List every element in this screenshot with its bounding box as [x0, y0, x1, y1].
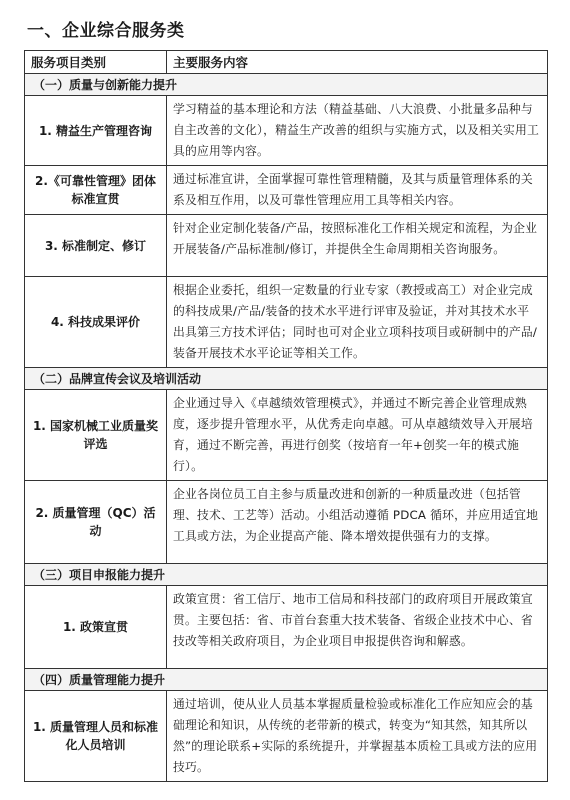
table-row — [25, 166, 548, 215]
section-row — [25, 564, 548, 586]
table-row — [25, 691, 548, 782]
service-content: 学习精益的基本理论和方法（精益基础、八大浪费、小批量多品种与自主改善的文化），精益生产改善的组织与实施方式，以及相关实用工具的应用等内容。 — [167, 96, 548, 166]
section-row — [25, 669, 548, 691]
service-table — [24, 50, 548, 782]
section-heading: （一）质量与创新能力提升 — [25, 74, 548, 96]
table-row — [25, 586, 548, 669]
section-heading: （三）项目申报能力提升 — [25, 564, 548, 586]
header-category: 服务项目类别 — [25, 51, 167, 74]
page-title: 一、企业综合服务类 — [27, 21, 185, 41]
table-row — [25, 277, 548, 368]
service-category: 1. 质量管理人员和标准化人员培训 — [25, 691, 167, 782]
service-content: 通过培训，使从业人员基本掌握质量检验或标准化工作应知应会的基础理论和知识，从传统的老带新的模式，转变为“知其然，知其所以然”的理论联系+实际的系统提升，并掌握基本质检工具或方法的应用技巧。 — [167, 691, 548, 782]
service-content: 企业通过导入《卓越绩效管理模式》，并通过不断完善企业管理成熟度，逐步提升管理水平，从优秀走向卓越。可从卓越绩效导入开展培育，通过不断完善，再进行创奖（按培育一年+创奖一年的模式施行）。 — [167, 390, 548, 481]
service-category: 4. 科技成果评价 — [25, 277, 167, 368]
service-content: 根据企业委托，组织一定数量的行业专家（教授或高工）对企业完成的科技成果/产品/装备的技术水平进行评审及验证，并对其技术水平出具第三方技术评估；同时也可对企业立项科技项目或研制中的产品/装备开展技术水平论证等相关工作。 — [167, 277, 548, 368]
service-category: 1. 国家机械工业质量奖评选 — [25, 390, 167, 481]
header-content: 主要服务内容 — [167, 51, 548, 74]
service-content: 政策宣贯：省工信厅、地市工信局和科技部门的政府项目开展政策宣贯。主要包括：省、市首台套重大技术装备、省级企业技术中心、省技改等相关政府项目，为企业项目申报提供咨询和解惑。 — [167, 586, 548, 669]
table-row — [25, 390, 548, 481]
section-heading: （四）质量管理能力提升 — [25, 669, 548, 691]
service-category: 3. 标准制定、修订 — [25, 215, 167, 277]
service-category: 1. 政策宣贯 — [25, 586, 167, 669]
table-row — [25, 215, 548, 277]
service-category: 2.《可靠性管理》团体标准宣贯 — [25, 166, 167, 215]
table-row — [25, 96, 548, 166]
service-content: 企业各岗位员工自主参与质量改进和创新的一种质量改进（包括管理、技术、工艺等）活动。小组活动遵循 PDCA 循环，并应用适宜地工具或方法，为企业提高产能、降本增效提供强有力的支撑。 — [167, 481, 548, 564]
service-content: 针对企业定制化装备/产品，按照标准化工作相关规定和流程，为企业开展装备/产品标准制/修订，并提供全生命周期相关咨询服务。 — [167, 215, 548, 277]
section-row — [25, 74, 548, 96]
service-category: 1. 精益生产管理咨询 — [25, 96, 167, 166]
service-category: 2. 质量管理（QC）活动 — [25, 481, 167, 564]
service-content: 通过标准宣讲，全面掌握可靠性管理精髓，及其与质量管理体系的关系及相互作用，以及可靠性管理应用工具等相关内容。 — [167, 166, 548, 215]
header-row — [25, 51, 548, 74]
section-heading: （二）品牌宣传会议及培训活动 — [25, 368, 548, 390]
section-row — [25, 368, 548, 390]
table-row — [25, 481, 548, 564]
